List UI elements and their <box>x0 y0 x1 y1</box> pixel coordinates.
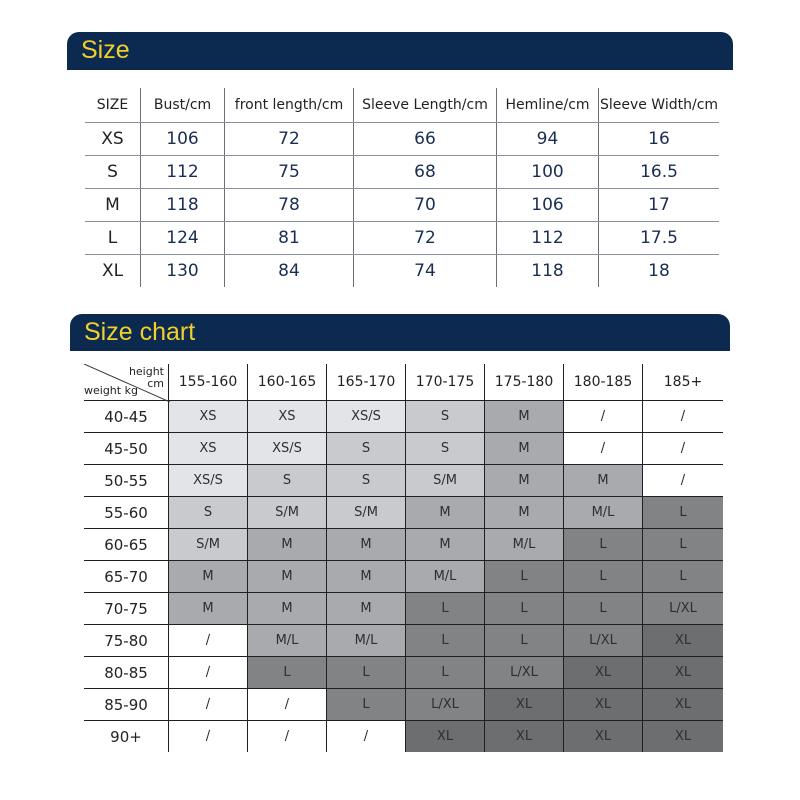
table-row <box>85 189 719 222</box>
size-recommendation-cell: M/L <box>485 529 564 561</box>
size-recommendation-cell: L <box>643 561 724 593</box>
size-recommendation-cell: / <box>169 657 248 689</box>
measurement-cell: 16.5 <box>599 156 720 189</box>
height-range-header: 170-175 <box>406 364 485 401</box>
measurement-cell: 84 <box>225 255 354 288</box>
weight-range-label: 55-60 <box>84 497 169 529</box>
size-recommendation-cell: / <box>643 465 724 497</box>
size-recommendation-cell: / <box>169 625 248 657</box>
height-range-header: 155-160 <box>169 364 248 401</box>
size-recommendation-cell: L <box>406 593 485 625</box>
size-recommendation-cell: M/L <box>248 625 327 657</box>
size-recommendation-cell: XL <box>406 721 485 753</box>
weight-row <box>84 657 723 689</box>
height-range-header: 160-165 <box>248 364 327 401</box>
size-recommendation-cell: L <box>485 561 564 593</box>
size-recommendation-cell: M <box>169 593 248 625</box>
weight-range-label: 45-50 <box>84 433 169 465</box>
size-recommendation-cell: / <box>248 721 327 753</box>
size-recommendation-cell: M/L <box>327 625 406 657</box>
size-recommendation-cell: L <box>327 689 406 721</box>
size-recommendation-cell: S/M <box>327 497 406 529</box>
weight-range-label: 85-90 <box>84 689 169 721</box>
size-label: S <box>85 156 141 189</box>
height-range-header: 180-185 <box>564 364 643 401</box>
size-recommendation-cell: M <box>406 497 485 529</box>
size-recommendation-cell: L <box>564 593 643 625</box>
size-recommendation-cell: / <box>564 433 643 465</box>
measurement-cell: 74 <box>354 255 497 288</box>
size-label: L <box>85 222 141 255</box>
size-label: XL <box>101 261 124 281</box>
size-recommendation-cell: L/XL <box>406 689 485 721</box>
size-recommendation-cell: L/XL <box>564 625 643 657</box>
weight-row <box>84 529 723 561</box>
size-recommendation-cell: M/L <box>564 497 643 529</box>
weight-row <box>84 401 723 433</box>
measurement-cell: 70 <box>354 189 497 222</box>
measurement-cell: 106 <box>497 189 599 222</box>
height-range-header: 165-170 <box>327 364 406 401</box>
size-recommendation-cell: L <box>564 529 643 561</box>
size-recommendation-cell: XL <box>643 689 724 721</box>
size-recommendation-cell: M/L <box>406 561 485 593</box>
measurement-cell: 72 <box>225 123 354 156</box>
weight-range-label: 80-85 <box>84 657 169 689</box>
weight-row <box>84 497 723 529</box>
size-recommendation-cell: L <box>406 657 485 689</box>
size-recommendation-cell: XS/S <box>327 401 406 433</box>
size-recommendation-cell: L <box>327 657 406 689</box>
column-header: SIZE <box>85 88 141 123</box>
measurement-cell: 130 <box>141 255 225 288</box>
weight-range-label: 60-65 <box>84 529 169 561</box>
size-label: XS <box>85 123 141 156</box>
size-recommendation-cell: M <box>485 401 564 433</box>
weight-range-label: 40-45 <box>84 401 169 433</box>
column-header: Bust/cm <box>141 88 225 123</box>
size-recommendation-cell: L <box>485 593 564 625</box>
measurement-cell: 78 <box>225 189 354 222</box>
weight-range-label: 70-75 <box>84 593 169 625</box>
weight-row <box>84 561 723 593</box>
size-recommendation-cell: L <box>248 657 327 689</box>
size-recommendation-cell: M <box>406 529 485 561</box>
size-recommendation-cell: S <box>406 433 485 465</box>
size-recommendation-cell: M <box>327 593 406 625</box>
size-recommendation-cell: / <box>248 689 327 721</box>
size-section-banner <box>67 32 733 70</box>
size-recommendation-cell: / <box>169 721 248 753</box>
size-recommendation-cell: XL <box>485 689 564 721</box>
size-recommendation-cell: L <box>485 625 564 657</box>
height-unit: cm <box>147 377 164 390</box>
size-recommendation-cell: / <box>169 689 248 721</box>
size-recommendation-cell: XS <box>169 401 248 433</box>
size-section-title: Size <box>81 36 130 64</box>
column-header: Sleeve Width/cm <box>599 88 720 123</box>
size-recommendation-cell: S <box>169 497 248 529</box>
weight-row <box>84 433 723 465</box>
table-row <box>85 255 719 288</box>
weight-range-label: 90+ <box>84 721 169 753</box>
column-header: front length/cm <box>225 88 354 123</box>
size-recommendation-cell: M <box>248 593 327 625</box>
size-recommendation-cell: M <box>485 433 564 465</box>
size-recommendation-cell: XS <box>248 401 327 433</box>
size-chart-banner <box>70 314 730 351</box>
table-header-row <box>85 88 719 123</box>
corner-header <box>84 364 169 401</box>
weight-row <box>84 625 723 657</box>
measurement-cell: 118 <box>497 255 599 288</box>
weight-row <box>84 465 723 497</box>
weight-label: weight kg <box>84 384 138 397</box>
measurement-cell: 112 <box>497 222 599 255</box>
size-recommendation-cell: M <box>485 465 564 497</box>
measurement-cell: 81 <box>225 222 354 255</box>
weight-range-label: 50-55 <box>84 465 169 497</box>
measurement-cell: 72 <box>354 222 497 255</box>
measurement-cell: 16 <box>599 123 720 156</box>
size-recommendation-cell: M <box>327 529 406 561</box>
size-recommendation-cell: M <box>169 561 248 593</box>
table-row <box>85 123 719 156</box>
height-header-row <box>84 364 723 401</box>
measurement-cell: 18 <box>599 255 720 288</box>
size-recommendation-cell: XS <box>169 433 248 465</box>
weight-range-label: 75-80 <box>84 625 169 657</box>
measurement-cell: 118 <box>141 189 225 222</box>
size-recommendation-cell: S <box>327 433 406 465</box>
size-recommendation-cell: / <box>643 433 724 465</box>
table-row <box>85 222 719 255</box>
size-chart-title: Size chart <box>84 318 196 346</box>
measurement-cell: 124 <box>141 222 225 255</box>
size-recommendation-cell: XL <box>564 689 643 721</box>
size-recommendation-cell: S <box>406 401 485 433</box>
measurement-cell: 75 <box>225 156 354 189</box>
size-recommendation-cell: XL <box>643 625 724 657</box>
size-recommendation-cell: S/M <box>248 497 327 529</box>
weight-row <box>84 721 723 753</box>
size-label: M <box>85 189 141 222</box>
size-recommendation-cell: L/XL <box>485 657 564 689</box>
size-recommendation-cell: S <box>248 465 327 497</box>
height-range-header: 185+ <box>643 364 724 401</box>
size-recommendation-cell: S/M <box>169 529 248 561</box>
size-recommendation-cell: XL <box>564 657 643 689</box>
size-recommendation-cell: L <box>643 497 724 529</box>
size-recommendation-cell: M <box>485 497 564 529</box>
size-recommendation-cell: XL <box>643 721 724 753</box>
measurement-cell: 66 <box>354 123 497 156</box>
measurement-cell: 17.5 <box>599 222 720 255</box>
size-recommendation-cell: XS/S <box>248 433 327 465</box>
measurement-cell: 94 <box>497 123 599 156</box>
size-recommendation-cell: M <box>248 561 327 593</box>
size-recommendation-cell: L <box>406 625 485 657</box>
size-recommendation-cell: XS/S <box>169 465 248 497</box>
size-recommendation-cell: XL <box>643 657 724 689</box>
size-recommendation-cell: M <box>564 465 643 497</box>
table-row <box>85 156 719 189</box>
size-recommendation-cell: M <box>327 561 406 593</box>
size-recommendation-cell: XL <box>485 721 564 753</box>
measurement-cell: 112 <box>141 156 225 189</box>
measurement-cell: 68 <box>354 156 497 189</box>
size-recommendation-cell: XL <box>564 721 643 753</box>
weight-row <box>84 593 723 625</box>
size-chart-table <box>84 364 723 752</box>
size-recommendation-cell: L <box>564 561 643 593</box>
size-recommendation-cell: / <box>564 401 643 433</box>
measurement-cell: 100 <box>497 156 599 189</box>
size-measurement-table <box>85 88 719 287</box>
measurement-cell: 17 <box>599 189 720 222</box>
size-recommendation-cell: L/XL <box>643 593 724 625</box>
size-recommendation-cell: S <box>327 465 406 497</box>
height-label: height <box>128 365 164 378</box>
column-header: Hemline/cm <box>497 88 599 123</box>
size-recommendation-cell: / <box>327 721 406 753</box>
size-recommendation-cell: / <box>643 401 724 433</box>
column-header: Sleeve Length/cm <box>354 88 497 123</box>
size-recommendation-cell: M <box>248 529 327 561</box>
size-recommendation-cell: L <box>643 529 724 561</box>
measurement-cell: 106 <box>141 123 225 156</box>
weight-range-label: 65-70 <box>84 561 169 593</box>
size-recommendation-cell: S/M <box>406 465 485 497</box>
weight-row <box>84 689 723 721</box>
height-range-header: 175-180 <box>485 364 564 401</box>
